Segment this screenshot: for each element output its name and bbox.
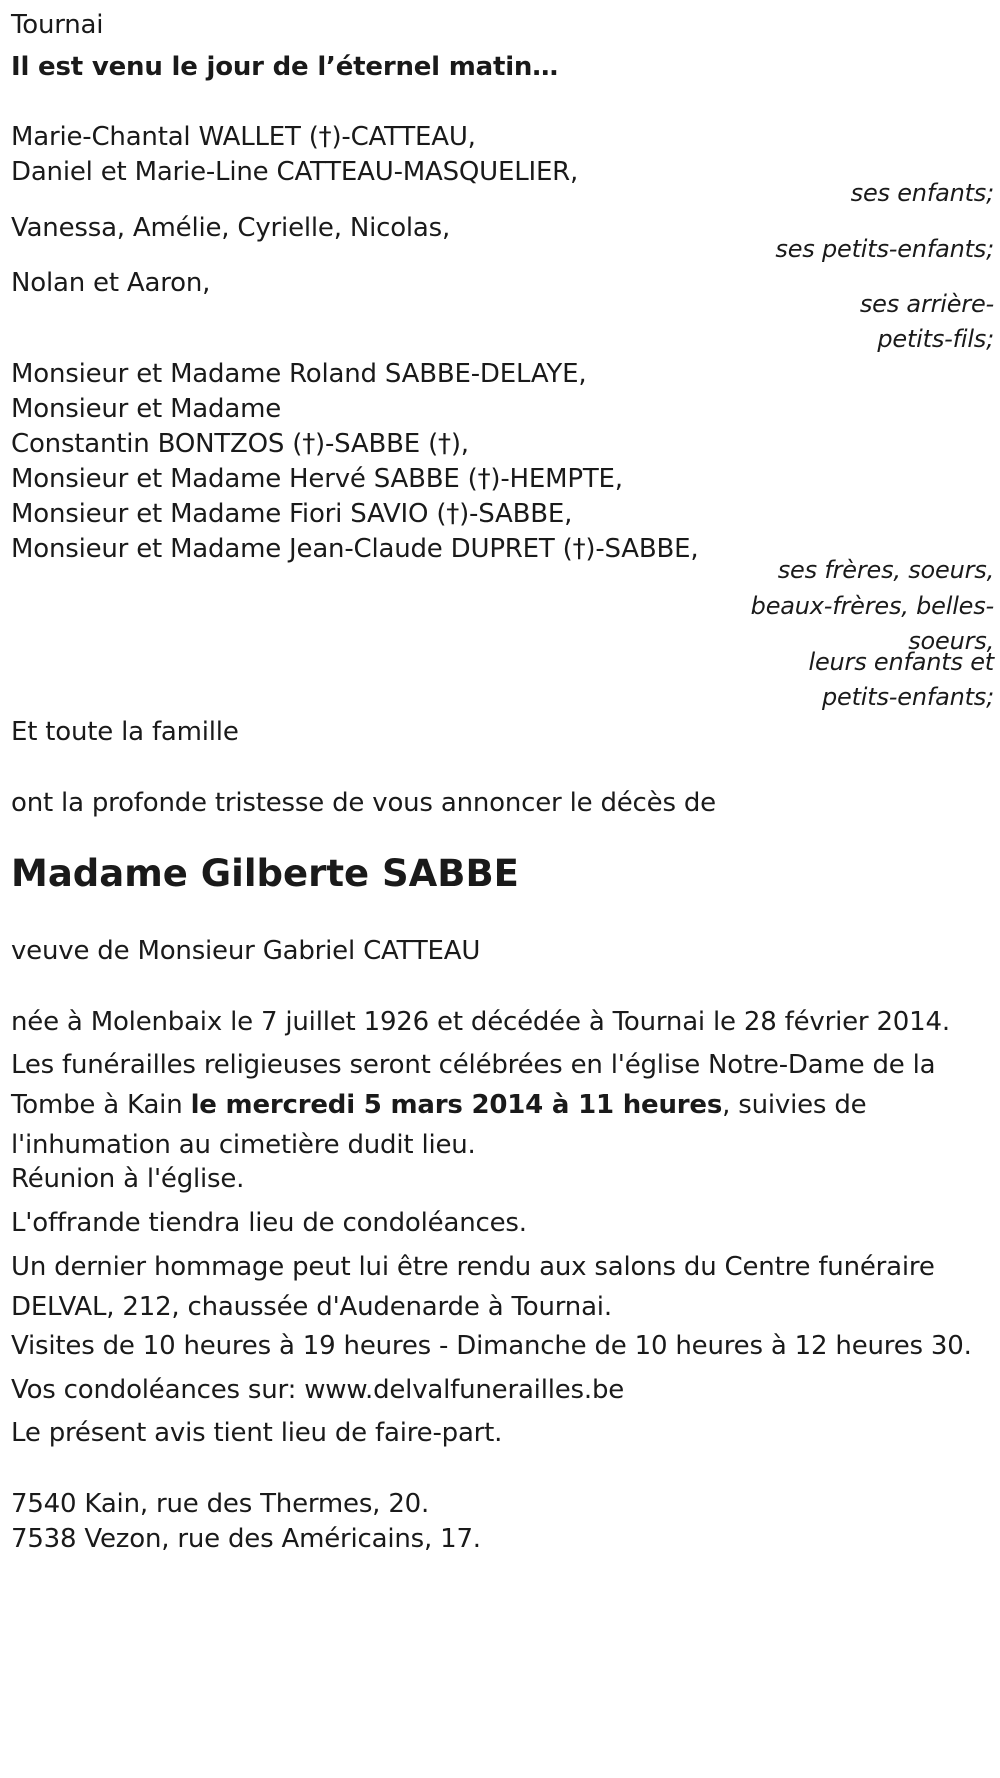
great-grandchildren-line: Nolan et Aaron, (11, 268, 211, 298)
meeting-text: Réunion à l'église. (11, 1164, 245, 1194)
funeral-text-1: Les funérailles religieuses seront célébrées en l'église Notre-Dame de la Tombe à Kain (11, 1050, 936, 1120)
siblings-line-2: Monsieur et Madame (11, 394, 281, 424)
homage-text: Un dernier hommage peut lui être rendu aux salons du Centre funéraire DELVAL, 212, chaussée d'Audenarde à Tournai. (11, 1252, 935, 1322)
widow-of: veuve de Monsieur Gabriel CATTEAU (11, 936, 481, 966)
condolences-label: Vos condoléances sur: (11, 1375, 305, 1405)
address-1: 7540 Kain, rue des Thermes, 20. (11, 1489, 430, 1519)
deceased-name: Madame Gilberte SABBE (11, 852, 519, 895)
funeral-details (11, 1045, 996, 1165)
notice-text: Le présent avis tient lieu de faire-part. (11, 1418, 503, 1448)
siblings-line-4: Monsieur et Madame Hervé SABBE (†)-HEMPTE, (11, 464, 623, 494)
condolences-line (11, 1370, 624, 1410)
siblings-role-3: soeurs, (908, 627, 994, 655)
great-grandchildren-role-2: petits-fils; (877, 325, 994, 353)
visits-text: Visites de 10 heures à 19 heures - Dimanche de 10 heures à 12 heures 30. (11, 1331, 972, 1361)
siblings-line-6: Monsieur et Madame Jean-Claude DUPRET (†)-SABBE, (11, 534, 699, 564)
children-role: ses enfants; (850, 179, 994, 207)
siblings-role-1: ses frères, soeurs, (777, 556, 994, 584)
grandchildren-line: Vanessa, Amélie, Cyrielle, Nicolas, (11, 213, 451, 243)
announcement-text: ont la profonde tristesse de vous annoncer le décès de (11, 788, 716, 818)
epigraph: Il est venu le jour de l’éternel matin… (11, 52, 559, 82)
address-2: 7538 Vezon, rue des Américains, 17. (11, 1524, 481, 1554)
siblings-role-2: beaux-frères, belles- (750, 592, 994, 620)
rest-of-family: Et toute la famille (11, 717, 239, 747)
siblings-role-5: petits-enfants; (822, 683, 994, 711)
siblings-role-4: leurs enfants et (808, 648, 994, 676)
siblings-line-1: Monsieur et Madame Roland SABBE-DELAYE, (11, 359, 587, 389)
great-grandchildren-role-1: ses arrière- (859, 290, 994, 318)
siblings-line-5: Monsieur et Madame Fiori SAVIO (†)-SABBE, (11, 499, 573, 529)
birth-death: née à Molenbaix le 7 juillet 1926 et décédée à Tournai le 28 février 2014. (11, 1007, 950, 1037)
siblings-line-3: Constantin BONTZOS (†)-SABBE (†), (11, 429, 469, 459)
offering-text: L'offrande tiendra lieu de condoléances. (11, 1208, 527, 1238)
children-line-2: Daniel et Marie-Line CATTEAU-MASQUELIER, (11, 157, 579, 187)
funeral-date: le mercredi 5 mars 2014 à 11 heures (190, 1090, 723, 1120)
funeral-text-2: , suivies de l'inhumation au cimetière dudit lieu. (11, 1090, 867, 1160)
place-name: Tournai (11, 10, 104, 40)
condolences-link[interactable]: www.delvalfunerailles.be (304, 1375, 625, 1405)
children-line-1: Marie-Chantal WALLET (†)-CATTEAU, (11, 122, 476, 152)
grandchildren-role: ses petits-enfants; (775, 235, 994, 263)
